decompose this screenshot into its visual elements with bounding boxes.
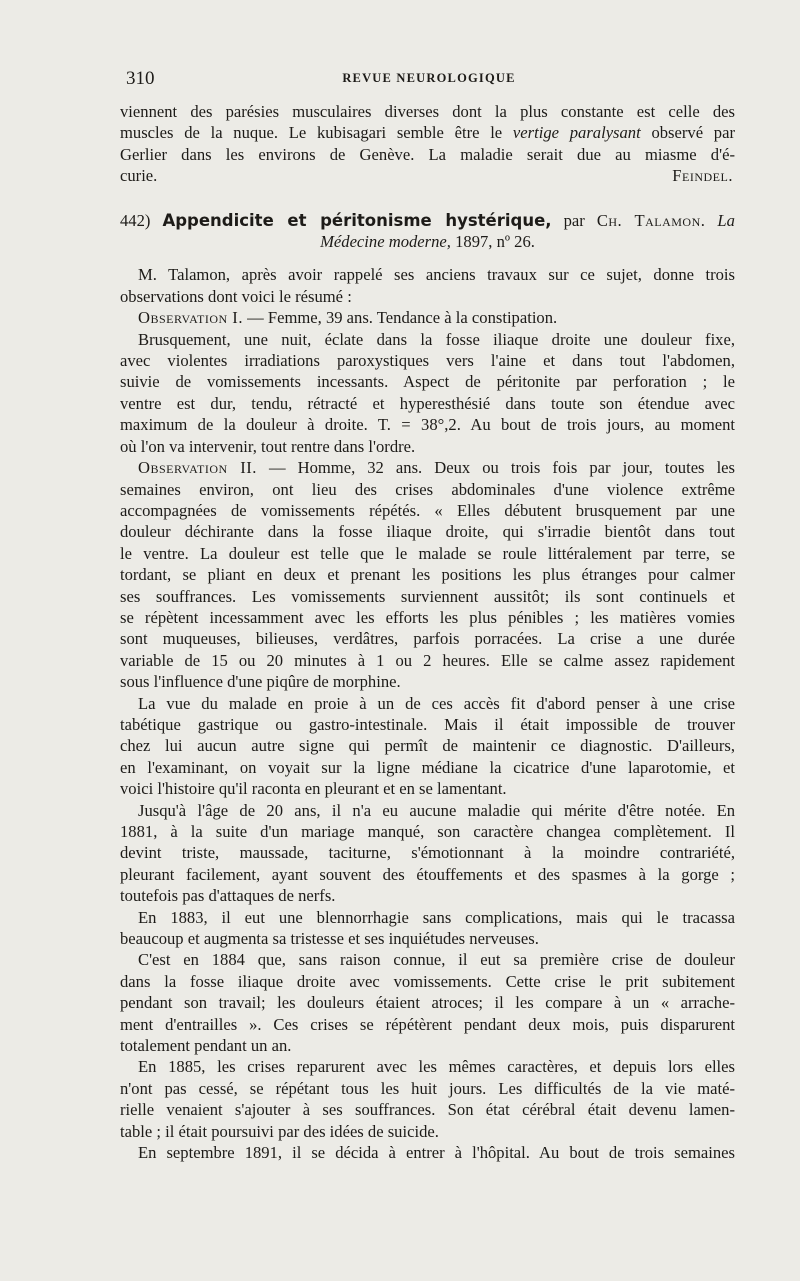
journal-name-part: La	[717, 210, 735, 230]
text-line: Brusquement, une nuit, éclate dans la fosse iliaque droite une douleur fixe,	[138, 329, 735, 349]
text-line: le ventre. La douleur est telle que le malade se roule littéralement par terre, se	[120, 543, 735, 563]
text-line: C'est en 1884 que, sans raison connue, il eut sa première crise de douleur	[138, 950, 735, 970]
page-number: 310	[126, 68, 155, 89]
text-line: rielle venaient s'ajouter à ses souffrances. Son état cérébral était devenu lamen-	[120, 1100, 735, 1120]
italic-term: vertige paralysant	[512, 123, 641, 143]
text-line: En 1885, les crises reparurent avec les mêmes caractères, et depuis lors elles	[138, 1057, 735, 1077]
text-line: viennent des parésies musculaires diverses dont la plus constante est celle des	[120, 102, 735, 121]
text-line: chez lui aucun autre signe qui permît de maintenir ce diagnostic. D'ailleurs,	[120, 736, 735, 756]
text-line: variable de 15 ou 20 minutes à 1 ou 2 heures. Elle se calme assez rapidement	[120, 650, 735, 670]
text-line: sont muqueuses, bilieuses, verdâtres, parfois porracées. La crise a une durée	[120, 629, 735, 649]
text-line: muscles de la nuque. Le kubisagari semble être le vertige paralysant observé par	[120, 123, 735, 143]
text-line: devint triste, maussade, taciturne, s'émotionnant à la moindre contrariété,	[120, 843, 735, 863]
text-line: pendant son travail; les douleurs étaient atroces; il les compare à un « arrache-	[120, 993, 735, 1013]
text-line: beaucoup et augmenta sa tristesse et ses inquiétudes nerveuses.	[120, 929, 539, 949]
text-line: voici l'histoire qu'il raconta en pleurant et en se lamentant.	[120, 779, 507, 799]
text-line: dans la fosse iliaque droite avec vomissements. Cette crise le prit subitement	[120, 971, 735, 991]
text-line: se répètent incessamment avec les efforts les plus pénibles ; les matières vomies	[120, 607, 735, 627]
text-line: observations dont voici le résumé :	[120, 286, 352, 306]
text-line: M. Talamon, après avoir rappelé ses anciens travaux sur ce sujet, donne trois	[138, 265, 735, 285]
text-line: ses souffrances. Les vomissements surviennent aussitôt; ils sont continuels et	[120, 586, 735, 606]
text-line: En 1883, il eut une blennorrhagie sans complications, mais qui le tracassa	[138, 907, 735, 927]
article-author: Ch. Talamon.	[596, 210, 706, 230]
text-line: ventre est dur, tendu, rétracté et hyperesthésié dans toute son étendue avec	[120, 393, 735, 413]
text-line: où l'on va intervenir, tout rentre dans l'ordre.	[120, 436, 416, 456]
running-title: REVUE NEUROLOGIQUE	[342, 71, 516, 85]
text-line: en l'examinant, on voyait sur la ligne médiane la cicatrice d'une laparotomie, et	[120, 757, 735, 777]
article-number: 442)	[120, 210, 151, 230]
signature: Feindel.	[672, 166, 733, 186]
body-text	[120, 101, 735, 1164]
text-line: La vue du malade en proie à un de ces accès fit d'abord penser à une crise	[138, 693, 735, 713]
text-line: semaines environ, ont lieu des crises abdominales d'une violence extrême	[120, 479, 735, 499]
text-line: Gerlier dans les environs de Genève. La maladie serait due au miasme d'é-	[120, 144, 735, 164]
text-line: curie. Feindel.	[120, 166, 733, 186]
article-title: Appendicite et péritonisme hystérique,	[162, 210, 552, 230]
observation-line: Observation II. — Homme, 32 ans. Deux ou trois fois par jour, toutes les	[138, 458, 735, 478]
article-heading: 442) Appendicite et péritonisme hystérique, par Ch. Talamon. La	[120, 210, 735, 230]
page-header	[126, 68, 732, 92]
text-line: 1881, à la suite d'un mariage manqué, son caractère changea complètement. Il	[120, 822, 735, 841]
text-line: tordant, se pliant en deux et prenant les positions les plus étranges pour calmer	[120, 565, 735, 585]
text-line: douleur déchirante dans la fosse iliaque droite, qui s'irradie bientôt dans tout	[120, 522, 735, 542]
article-reference: Médecine moderne, 1897, nº 26.	[320, 232, 535, 252]
text-line: toutefois pas d'attaques de nerfs.	[120, 886, 336, 906]
journal-name: Médecine moderne,	[320, 232, 451, 252]
text-line: suivie de vomissements incessants. Aspect de péritonite par perforation ; le	[120, 372, 735, 392]
text-line: Jusqu'à l'âge de 20 ans, il n'a eu aucune maladie qui mérite d'être notée. En	[138, 800, 735, 820]
text-line: totalement pendant un an.	[120, 1036, 292, 1056]
text-line: avec violentes irradiations paroxystiques vers l'aine et dans tout l'abdomen,	[120, 351, 735, 371]
text-line: tabétique gastrique ou gastro-intestinale. Mais il était impossible de trouver	[120, 714, 735, 734]
text-line: En septembre 1891, il se décida à entrer à l'hôpital. Au bout de trois semaines	[138, 1143, 735, 1163]
text-line: n'ont pas cessé, se répétant tous les huit jours. Les difficultés de la vie maté-	[120, 1078, 735, 1098]
text-line: sous l'influence d'une piqûre de morphine.	[120, 672, 401, 692]
text-line: maximum de la douleur à droite. T. = 38°,2. Au bout de trois jours, au moment	[120, 415, 735, 435]
text-line: ment d'entrailles ». Ces crises se répétèrent pendant deux mois, puis disparurent	[120, 1014, 735, 1034]
text-line: pleurant facilement, ayant souvent des étouffements et des spasmes à la gorge ;	[120, 864, 735, 884]
observation-line: Observation I. — Femme, 39 ans. Tendance à la constipation.	[138, 308, 558, 328]
text-line: table ; il était poursuivi par des idées de suicide.	[120, 1121, 439, 1141]
text-line: accompagnées de vomissements répétés. « Elles débutent brusquement par une	[120, 500, 735, 520]
